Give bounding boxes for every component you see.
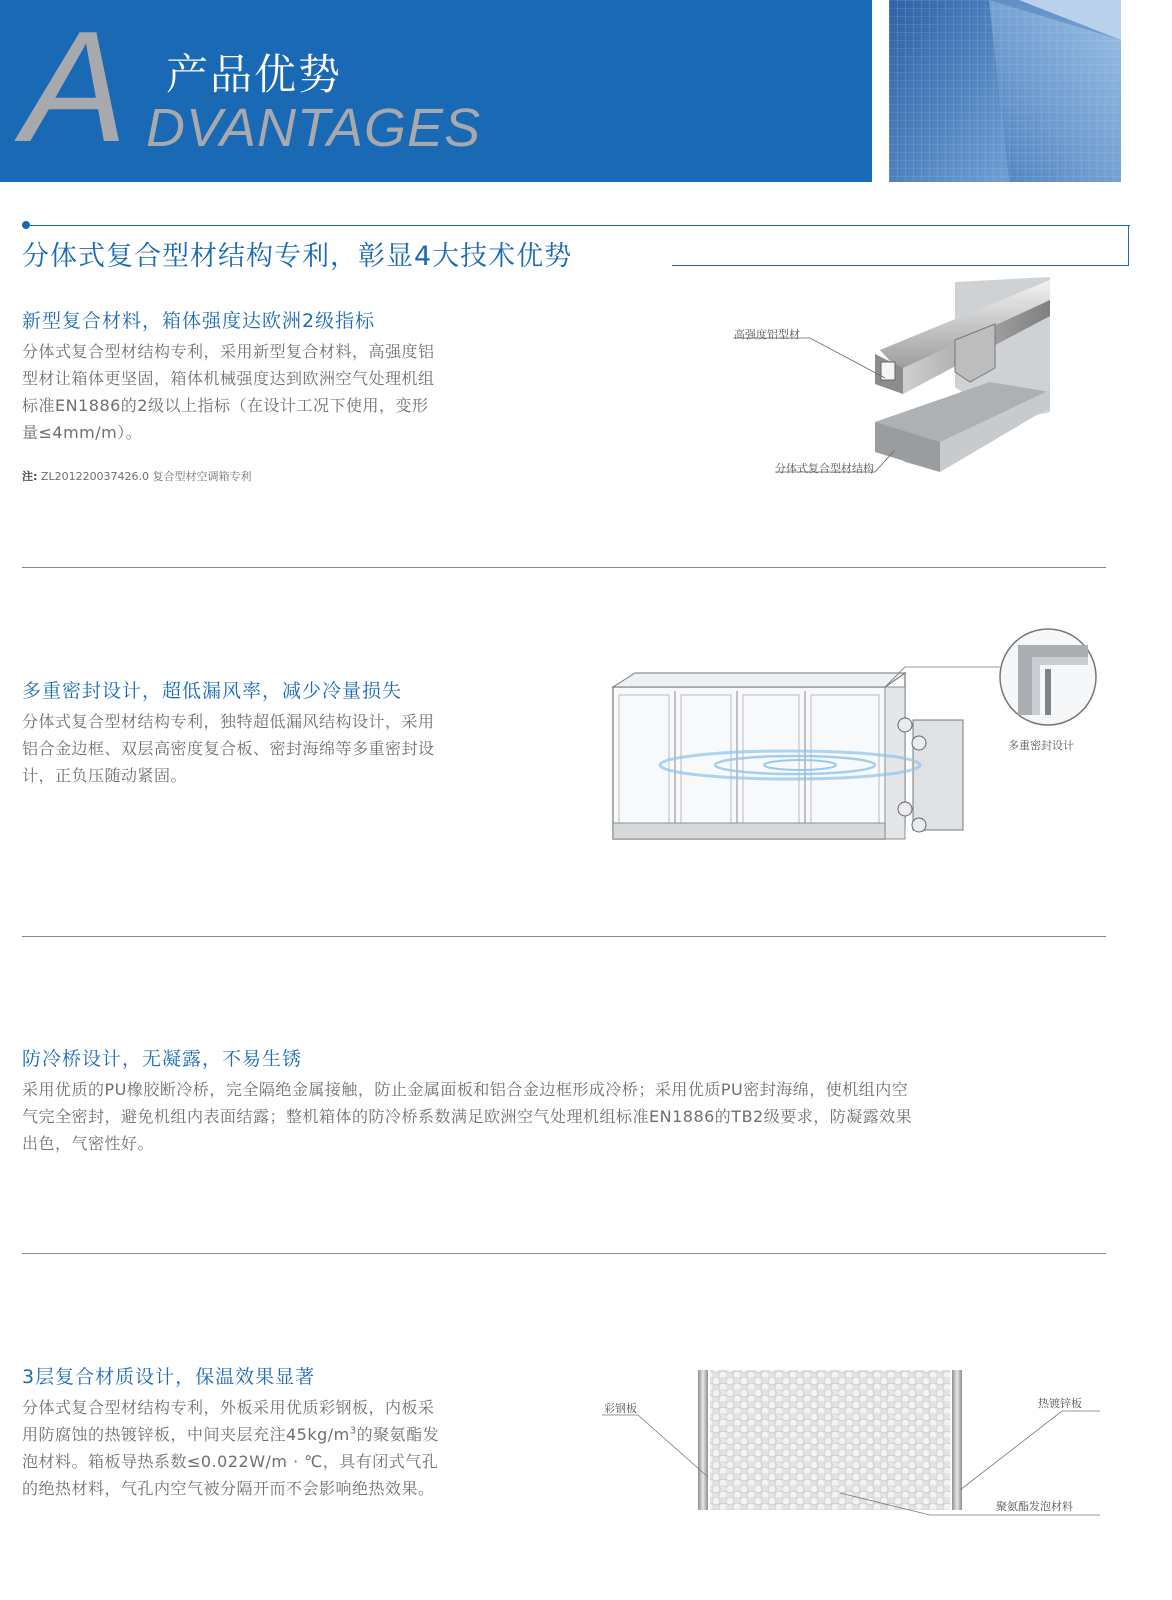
- header-title-en: DVANTAGES: [146, 98, 482, 158]
- callout-lines: [725, 272, 1055, 482]
- feature-1-body-line: 型材让箱体更坚固，箱体机械强度达到欧洲空气处理机组: [22, 369, 435, 388]
- feature-4-body-line: 的绝热材料，气孔内空气被分隔开而不会影响绝热效果。: [22, 1479, 435, 1498]
- feature-4-superscript: 3: [349, 1425, 357, 1437]
- feature-3-body-line: 出色，气密性好。: [22, 1134, 155, 1153]
- aluminum-profile-illustration: [725, 272, 1055, 482]
- ahu-box-illustration: [605, 625, 1100, 845]
- callout-high-strength-aluminum: 高强度铝型材: [734, 328, 800, 341]
- feature-4-body-line: 泡材料。箱板导热系数≤0.022W/m · ℃，具有闭式气孔: [22, 1452, 439, 1471]
- title-frame-bottom: [672, 265, 1129, 266]
- section-divider: [22, 936, 1106, 937]
- feature-2-body-line: 计，正负压随动紧固。: [22, 766, 188, 785]
- section-divider: [22, 567, 1106, 568]
- callout-pu-foam-material: 聚氨酯发泡材料: [996, 1500, 1073, 1513]
- glass-building-image: [889, 0, 1121, 182]
- sandwich-panel-illustration: [600, 1365, 1105, 1520]
- feature-1-heading: 新型复合材料，箱体强度达欧洲2级指标: [22, 310, 376, 332]
- patent-note: [22, 468, 252, 484]
- building-photo: [889, 0, 1121, 182]
- patent-note-label: 注:: [22, 470, 38, 483]
- feature-1-body-line: 量≤4mm/m）。: [22, 423, 143, 442]
- feature-4-heading: 3层复合材质设计，保温效果显著: [22, 1366, 316, 1388]
- header-big-letter: A: [22, 0, 124, 175]
- feature-1-body: [22, 338, 502, 446]
- section-title: 分体式复合型材结构专利，彰显4大技术优势: [22, 241, 573, 272]
- patent-note-text: ZL201220037426.0 复合型材空调箱专利: [40, 470, 252, 483]
- callout-color-steel-plate: 彩钢板: [604, 1402, 637, 1415]
- title-frame-top: [30, 225, 1130, 226]
- feature-3-body-line: 采用优质的PU橡胶断冷桥，完全隔绝金属接触，防止金属面板和铝合金边框形成冷桥；采用优质PU密封海绵，使机组内空: [22, 1080, 909, 1099]
- feature-4-body-line: 分体式复合型材结构专利，外板采用优质彩钢板，内板采: [22, 1398, 435, 1417]
- feature-4-body-text: 的聚氨酯发: [356, 1425, 440, 1444]
- callout-multi-seal-design: 多重密封设计: [1008, 739, 1074, 752]
- feature-2-heading: 多重密封设计，超低漏风率，减少冷量损失: [22, 680, 403, 702]
- feature-2-body: [22, 708, 502, 789]
- title-dot: [22, 221, 30, 229]
- title-frame-right: [1128, 225, 1129, 266]
- feature-3-heading: 防冷桥设计，无凝露，不易生锈: [22, 1048, 303, 1070]
- header-title-cn: 产品优势: [166, 50, 343, 99]
- callout-galvanized-plate: 热镀锌板: [1038, 1397, 1082, 1410]
- feature-2-body-line: 铝合金边框、双层高密度复合板、密封海绵等多重密封设: [22, 739, 435, 758]
- callout-split-composite-structure: 分体式复合型材结构: [775, 462, 874, 475]
- feature-2-body-line: 分体式复合型材结构专利，独特超低漏风结构设计，采用: [22, 712, 435, 731]
- feature-3-body: [22, 1076, 1102, 1157]
- feature-4-body: [22, 1394, 502, 1502]
- feature-1-body-line: 标准EN1886的2级以上指标（在设计工况下使用，变形: [22, 396, 429, 415]
- feature-1-body-line: 分体式复合型材结构专利，采用新型复合材料，高强度铝: [22, 342, 435, 361]
- feature-4-body-text: 用防腐蚀的热镀锌板，中间夹层充注45kg/m: [22, 1425, 350, 1444]
- section-divider: [22, 1253, 1106, 1254]
- header-band: [0, 0, 872, 182]
- feature-3-body-line: 气完全密封，避免机组内表面结露；整机箱体的防冷桥系数满足欧洲空气处理机组标准EN1886的TB2级要求，防凝露效果: [22, 1107, 913, 1126]
- feature-4-body-line: [22, 1421, 502, 1448]
